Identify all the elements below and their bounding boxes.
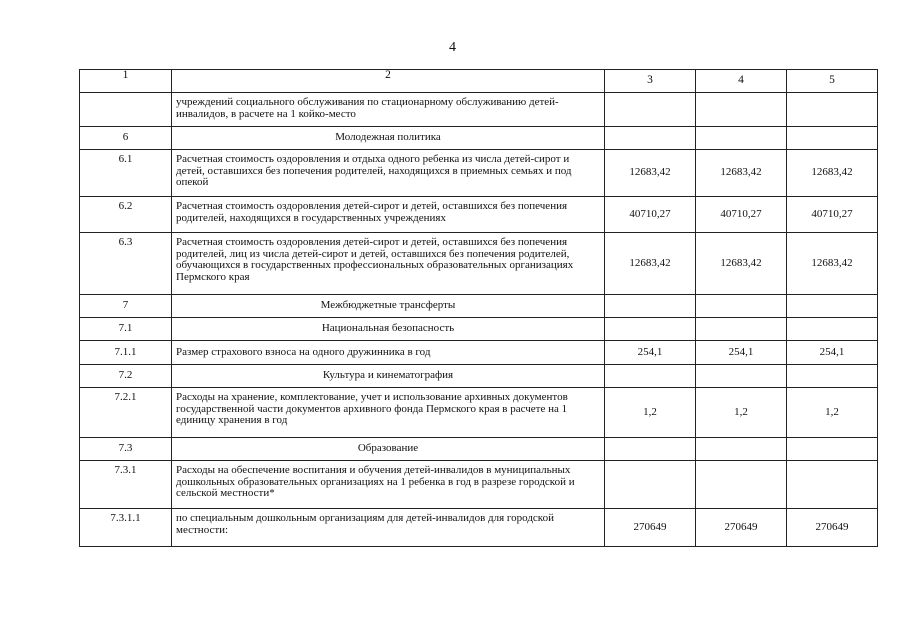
table-header-row (80, 70, 878, 93)
section-title: Образование (172, 438, 605, 461)
section-title: Культура и кинематография (172, 365, 605, 388)
row-value-5: 12683,42 (787, 150, 878, 197)
row-value-4 (696, 127, 787, 150)
row-value-3 (605, 365, 696, 388)
row-value-5: 1,2 (787, 388, 878, 438)
section-title: Межбюджетные трансферты (172, 295, 605, 318)
row-value-5 (787, 295, 878, 318)
row-value-5 (787, 318, 878, 341)
section-row (80, 438, 878, 461)
row-value-4 (696, 365, 787, 388)
section-title: Национальная безопасность (172, 318, 605, 341)
row-value-5: 12683,42 (787, 233, 878, 295)
row-value-3 (605, 93, 696, 127)
table-row (80, 233, 878, 295)
row-text: учреждений социального обслуживания по стационарному обслуживанию детей-инвалидов, в расчете на 1 койко-место (172, 93, 605, 127)
row-number: 6.2 (80, 197, 172, 233)
row-value-3 (605, 461, 696, 509)
table-row (80, 150, 878, 197)
row-value-3: 254,1 (605, 341, 696, 365)
header-col-1: 1 (80, 70, 172, 93)
row-value-3 (605, 318, 696, 341)
row-number: 6.3 (80, 233, 172, 295)
row-value-3 (605, 295, 696, 318)
row-value-3: 40710,27 (605, 197, 696, 233)
row-value-3: 12683,42 (605, 150, 696, 197)
row-value-5 (787, 365, 878, 388)
row-value-4 (696, 461, 787, 509)
row-value-4: 40710,27 (696, 197, 787, 233)
row-value-4 (696, 93, 787, 127)
header-col-2: 2 (172, 70, 605, 93)
row-value-4: 254,1 (696, 341, 787, 365)
row-value-4: 270649 (696, 509, 787, 547)
row-value-3: 12683,42 (605, 233, 696, 295)
page-number: 4 (449, 40, 456, 55)
row-text: Расчетная стоимость оздоровления детей-сирот и детей, оставшихся без попечения родителей, лиц из числа детей-сирот и детей, оставшихся без попечения родителей, обучающихся в государственных профессиональных образовательных организациях Пермского края (172, 233, 605, 295)
row-value-4 (696, 295, 787, 318)
row-value-4: 12683,42 (696, 233, 787, 295)
row-text: по специальным дошкольным организациям для детей-инвалидов для городской местности: (172, 509, 605, 547)
row-value-5 (787, 127, 878, 150)
row-value-4 (696, 438, 787, 461)
row-number: 7 (80, 295, 172, 318)
row-number: 7.2 (80, 365, 172, 388)
row-text: Размер страхового взноса на одного дружинника в год (172, 341, 605, 365)
row-value-4 (696, 318, 787, 341)
table-row (80, 197, 878, 233)
norms-table (79, 69, 878, 547)
row-text: Расходы на хранение, комплектование, учет и использование архивных документов государственной части документов архивного фонда Пермского края в расчете на 1 единицу хранения в год (172, 388, 605, 438)
row-number: 7.3 (80, 438, 172, 461)
section-title: Молодежная политика (172, 127, 605, 150)
row-value-5: 254,1 (787, 341, 878, 365)
row-value-5: 40710,27 (787, 197, 878, 233)
row-value-5 (787, 461, 878, 509)
section-row (80, 295, 878, 318)
row-number: 6 (80, 127, 172, 150)
section-row (80, 365, 878, 388)
header-col-4: 4 (696, 70, 787, 93)
row-value-3: 1,2 (605, 388, 696, 438)
row-number: 7.1 (80, 318, 172, 341)
row-number: 7.1.1 (80, 341, 172, 365)
row-value-5 (787, 93, 878, 127)
table-row (80, 341, 878, 365)
row-value-5: 270649 (787, 509, 878, 547)
table-row (80, 93, 878, 127)
row-number: 7.2.1 (80, 388, 172, 438)
row-value-5 (787, 438, 878, 461)
section-row (80, 127, 878, 150)
row-number: 7.3.1 (80, 461, 172, 509)
row-value-3 (605, 127, 696, 150)
row-text: Расчетная стоимость оздоровления и отдыха одного ребенка из числа детей-сирот и детей, оставшихся без попечения родителей, находящихся в приемных семьях и под опекой (172, 150, 605, 197)
row-number: 7.3.1.1 (80, 509, 172, 547)
row-value-4: 12683,42 (696, 150, 787, 197)
table-row (80, 461, 878, 509)
row-value-3: 270649 (605, 509, 696, 547)
section-row (80, 318, 878, 341)
table-row (80, 509, 878, 547)
header-col-3: 3 (605, 70, 696, 93)
header-col-5: 5 (787, 70, 878, 93)
row-text: Расчетная стоимость оздоровления детей-сирот и детей, оставшихся без попечения родителей, находящихся в государственных учреждениях (172, 197, 605, 233)
table-row (80, 388, 878, 438)
row-number (80, 93, 172, 127)
row-text: Расходы на обеспечение воспитания и обучения детей-инвалидов в муниципальных дошкольных образовательных организациях на 1 ребенка в год в разрезе городской и сельской местности* (172, 461, 605, 509)
row-number: 6.1 (80, 150, 172, 197)
row-value-3 (605, 438, 696, 461)
row-value-4: 1,2 (696, 388, 787, 438)
